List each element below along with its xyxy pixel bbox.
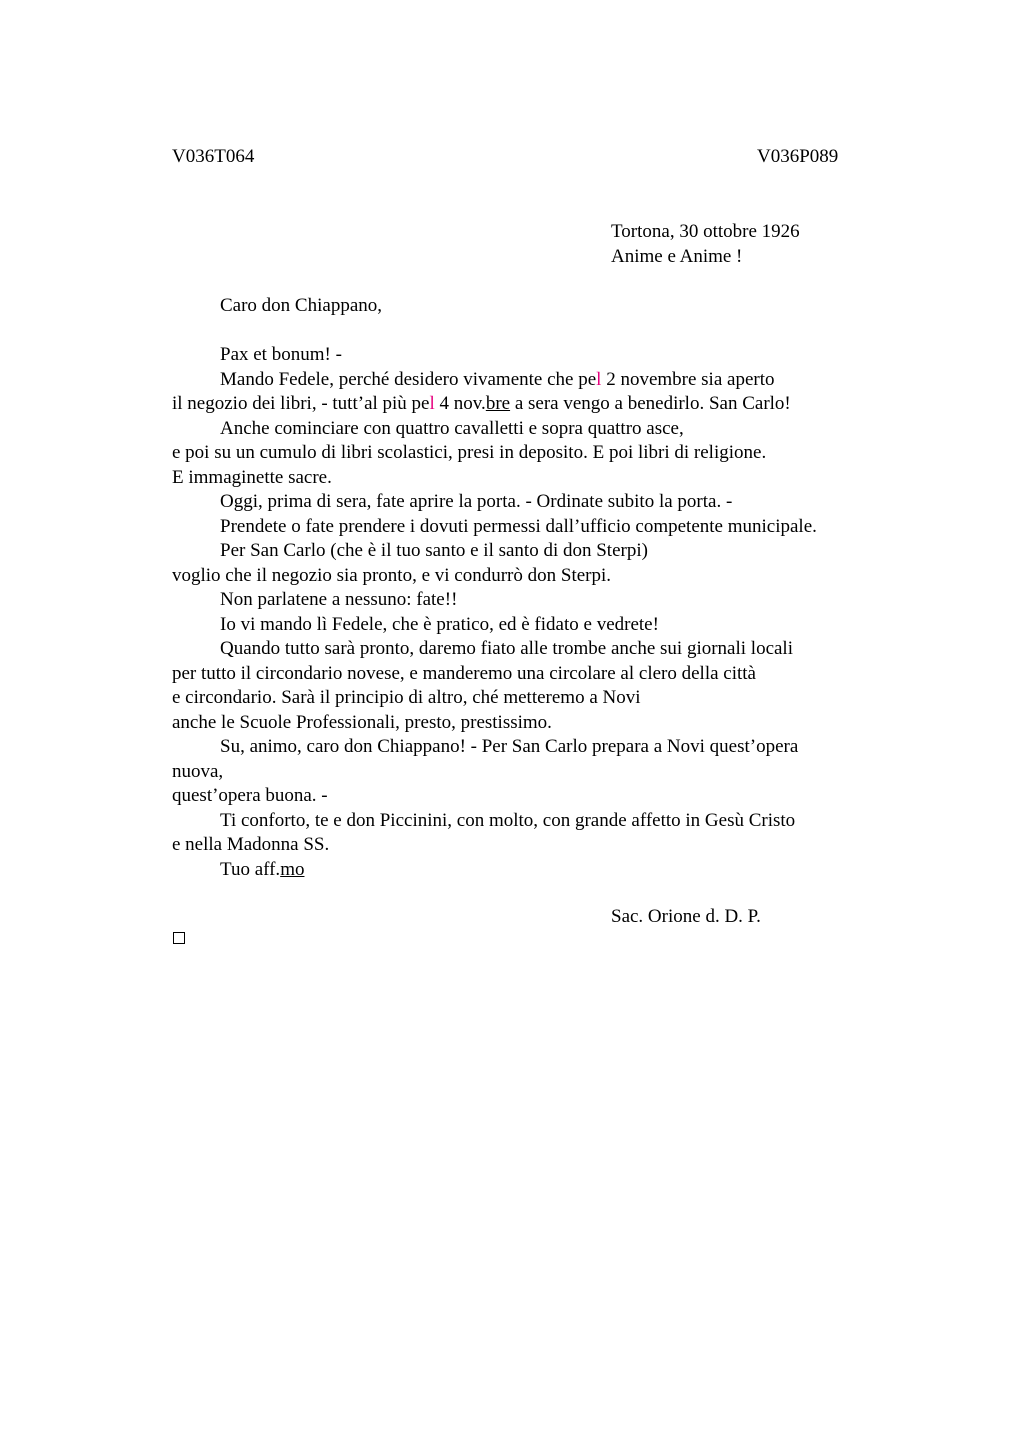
body-line: e poi su un cumulo di libri scolastici, presi in deposito. E poi libri di religione. — [172, 442, 767, 463]
text-run: a sera vengo a benedirlo. San Carlo! — [510, 393, 791, 414]
header-left-code: V036T064 — [172, 146, 255, 167]
superscript-abbreviation: mo — [280, 858, 305, 880]
body-line: per tutto il circondario novese, e manderemo una circolare al clero della città — [172, 662, 756, 684]
body-line — [172, 368, 892, 393]
text-run: il negozio dei libri, - tutt’al più pe — [172, 393, 430, 414]
body-line: Pax et bonum! - — [220, 344, 342, 365]
body-line: anche le Scuole Professionali, presto, prestissimo. — [172, 711, 552, 733]
text-run: Tuo aff. — [220, 858, 281, 880]
body-line: quest’opera buona. - — [172, 785, 328, 806]
body-line: voglio che il negozio sia pronto, e vi condurrò don Sterpi. — [172, 564, 612, 586]
body-line: Su, animo, caro don Chiappano! - Per San Carlo prepara a Novi quest’opera — [220, 736, 799, 757]
body-line: nuova, — [172, 760, 224, 782]
body-line: Anche cominciare con quattro cavalletti e sopra quattro asce, — [220, 417, 684, 439]
salutation: Caro don Chiappano, — [220, 295, 383, 316]
body-line: Io vi mando lì Fedele, che è pratico, ed è fidato e vedrete! — [220, 613, 659, 635]
text-run: 4 nov. — [434, 393, 486, 414]
empty-square-icon — [173, 932, 185, 944]
highlighted-letter: l — [429, 393, 435, 414]
body-line: Ti conforto, te e don Piccinini, con molto, con grande affetto in Gesù Cristo — [220, 809, 796, 831]
text-run: Mando Fedele, perché desidero vivamente che pe — [220, 368, 597, 390]
highlighted-letter: l — [596, 368, 602, 390]
body-line: e circondario. Sarà il principio di altro, ché metteremo a Novi — [172, 687, 641, 708]
body-line: Oggi, prima di sera, fate aprire la porta. - Ordinate subito la porta. - — [220, 491, 733, 512]
signature: Sac. Orione d. D. P. — [611, 906, 761, 927]
closing — [172, 858, 892, 883]
body-line: e nella Madonna SS. — [172, 834, 330, 855]
body-line: Quando tutto sarà pronto, daremo fiato alle trombe anche sui giornali locali — [220, 638, 793, 659]
letter-body — [172, 343, 892, 882]
body-line — [172, 392, 892, 417]
body-line: Non parlatene a nessuno: fate!! — [220, 589, 458, 610]
motto: Anime e Anime ! — [611, 246, 743, 267]
body-line: Prendete o fate prendere i dovuti permessi dall’ufficio competente municipale. — [220, 515, 817, 537]
superscript-abbreviation: bre — [485, 393, 511, 414]
body-line: E immaginette sacre. — [172, 466, 332, 488]
header-right-code: V036P089 — [757, 146, 839, 167]
text-run: 2 novembre sia aperto — [601, 368, 775, 390]
body-line: Per San Carlo (che è il tuo santo e il santo di don Sterpi) — [220, 540, 648, 561]
place-date: Tortona, 30 ottobre 1926 — [611, 221, 800, 242]
